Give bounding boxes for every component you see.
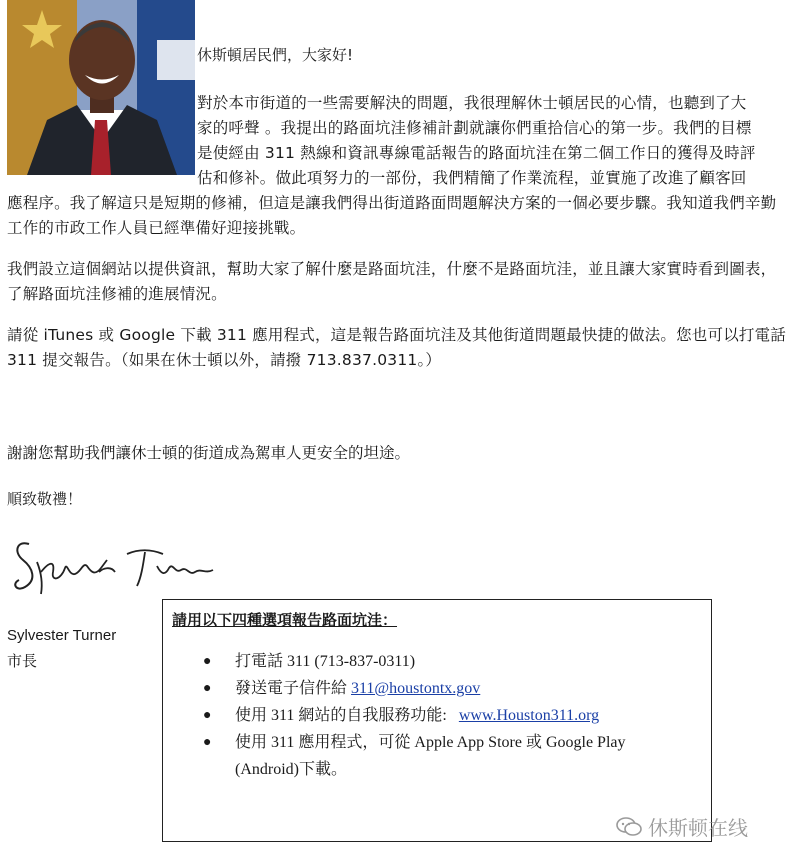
closing-line: 順致敬禮！ xyxy=(7,490,83,508)
signature xyxy=(7,532,237,606)
option-text: 發送電子信件給 xyxy=(235,680,352,697)
watermark-text: 休斯顿在线 xyxy=(648,816,748,840)
options-box-title: 請用以下四種選項報告路面坑洼： xyxy=(172,611,398,629)
paragraph-3: 請從 iTunes 或 Google 下載 311 應用程式，這是報告路面坑洼及其他街道問題最快捷的做法。您也可以打電話 311 提交報告。（如果在休士頓以外，請撥 713.837.0311。） xyxy=(7,326,786,369)
option-text: 使用 311 網站的自我服務功能: xyxy=(235,707,459,724)
bullet-icon: ● xyxy=(203,735,212,750)
paragraph-1-line: 估和修补。做此項努力的一部份，我們精簡了作業流程，並實施了改進了顧客回 xyxy=(197,169,747,187)
thanks-line: 謝謝您幫助我們讓休士頓的街道成為駕車人更安全的坦途。 xyxy=(7,444,411,462)
paragraph-1-line: 家的呼聲 。我提出的路面坑洼修補計劃就讓你們重拾信心的第一步。我們的目標 xyxy=(197,119,752,137)
option-app xyxy=(163,729,711,783)
bullet-icon: ● xyxy=(203,681,212,696)
mayor-portrait xyxy=(7,0,195,175)
wechat-icon xyxy=(616,816,642,838)
paragraph-1-line: 是使經由 311 熱線和資訊專線電話報告的路面坑洼在第二個工作日的獲得及時評 xyxy=(197,144,756,162)
paragraph-2: 我們設立這個網站以提供資訊，幫助大家了解什麼是路面坑洼，什麼不是路面坑洼，並且讓大家實時看到圖表，了解路面坑洼修補的進展情況。 xyxy=(7,260,777,303)
paragraph-1 xyxy=(197,91,787,191)
option-text: 使用 311 應用程式，可從 Apple App Store 或 Google Play (Android)下載。 xyxy=(235,734,626,778)
paragraph-1-continued: 應程序。我了解這只是短期的修補，但這是讓我們得出街道路面問題解決方案的一個必要步驟。我知道我們辛勤工作的市政工作人員已經準備好迎接挑戰。 xyxy=(7,194,777,237)
bullet-icon: ● xyxy=(203,708,212,723)
email-link[interactable]: 311@houstontx.gov xyxy=(351,680,481,697)
bullet-icon: ● xyxy=(203,654,212,669)
option-text: 打電話 311 (713-837-0311) xyxy=(235,653,416,670)
watermark xyxy=(616,812,748,841)
signer-name: Sylvester Turner xyxy=(7,627,117,644)
paragraph-1-line: 對於本市街道的一些需要解決的問題，我很理解休士頓居民的心情，也聽到了大 xyxy=(197,94,747,112)
option-website xyxy=(163,702,711,729)
greeting: 休斯頓居民們，大家好! xyxy=(197,46,354,64)
option-phone xyxy=(163,648,711,675)
website-link[interactable]: www.Houston311.org xyxy=(458,707,600,724)
options-list xyxy=(163,648,711,783)
option-email xyxy=(163,675,711,702)
signer-title: 市長 xyxy=(7,652,38,670)
report-options-box xyxy=(162,599,712,842)
